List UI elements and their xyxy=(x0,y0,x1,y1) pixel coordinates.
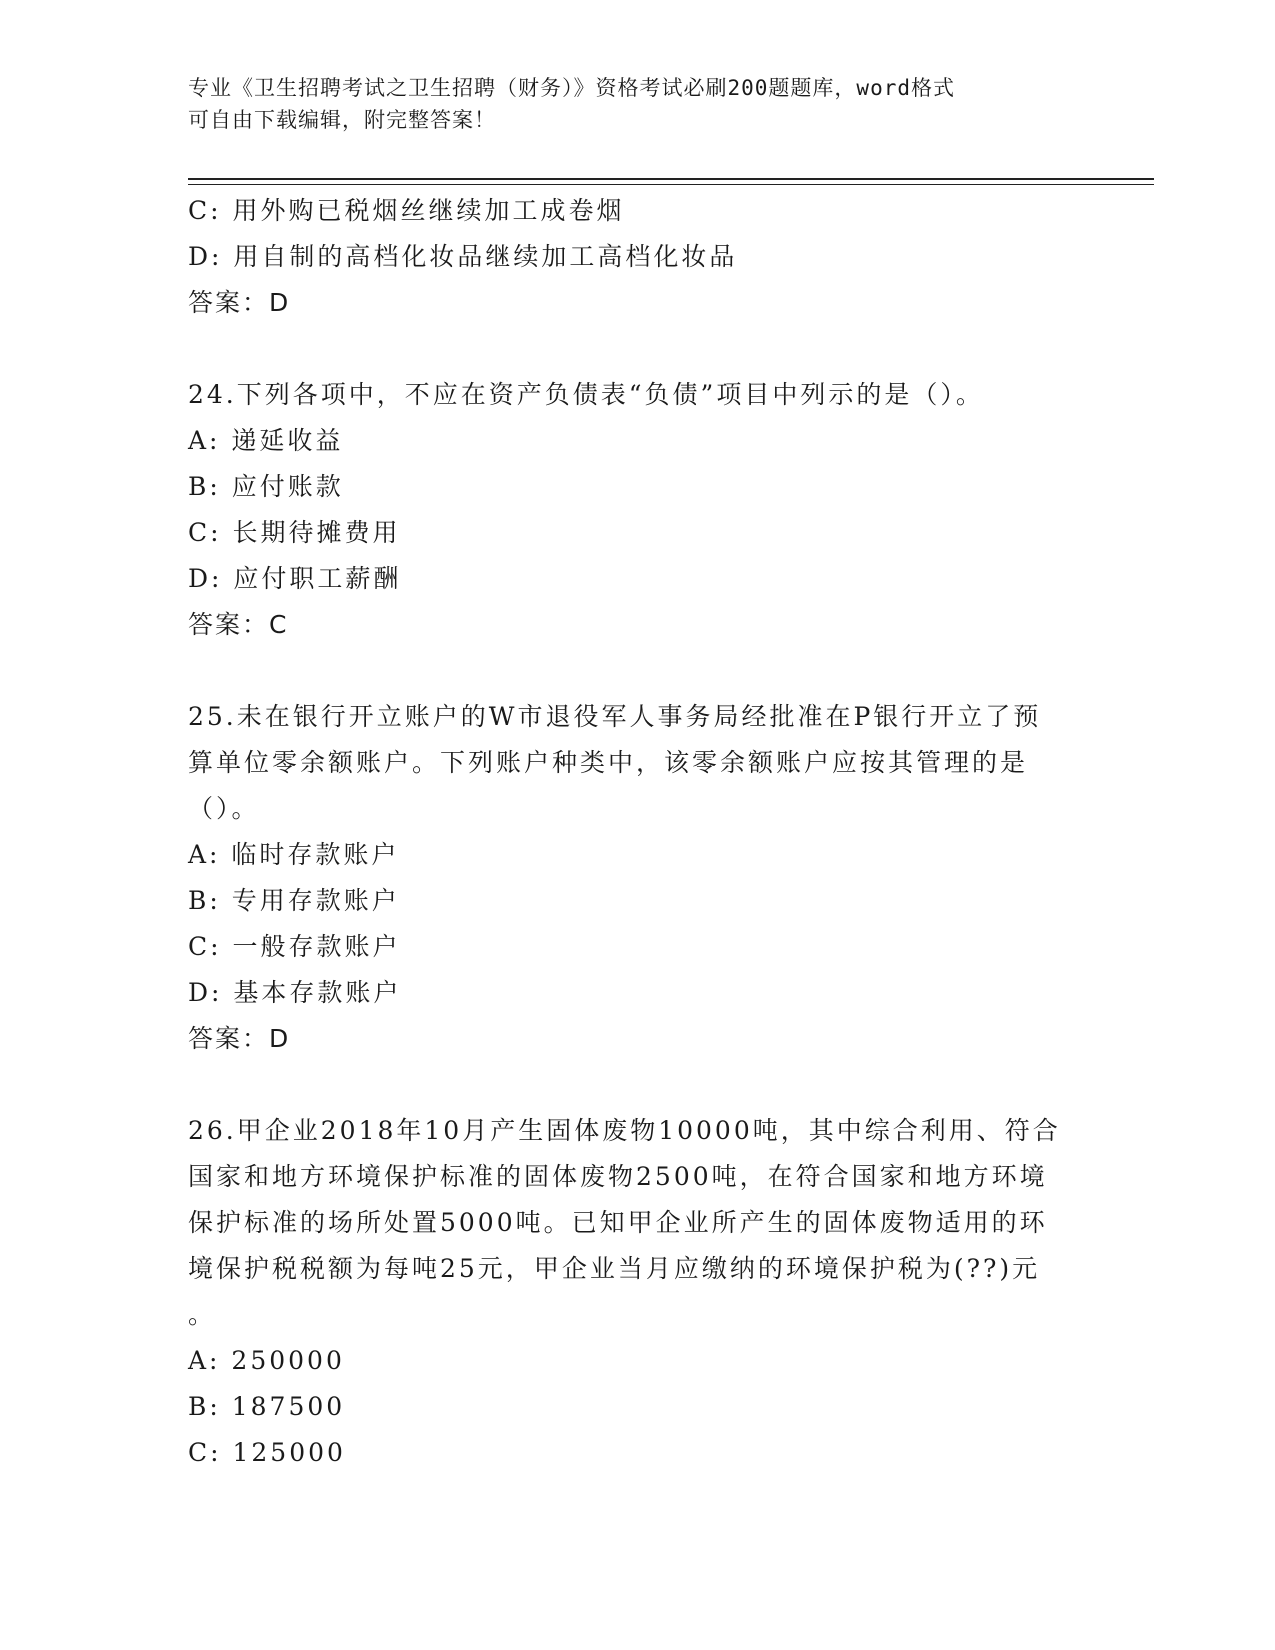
q26-option-a: A: 250000 xyxy=(188,1346,345,1375)
question-23 xyxy=(188,188,1088,326)
q26-stem-line-5: 。 xyxy=(188,1300,217,1329)
header-line-1: 专业《卫生招聘考试之卫生招聘（财务）》资格考试必刷200题题库，word格式 xyxy=(188,76,955,100)
q26-stem-line-4: 境保护税税额为每吨25元，甲企业当月应缴纳的环境保护税为(??)元 xyxy=(188,1254,1041,1283)
header-divider-thick xyxy=(188,178,1154,180)
q23-option-c: C: 用外购已税烟丝继续加工成卷烟 xyxy=(188,196,625,225)
q25-stem-line-2: 算单位零余额账户。下列账户种类中，该零余额账户应按其管理的是 xyxy=(188,748,1029,777)
q25-answer: 答案：D xyxy=(188,1024,291,1053)
question-26 xyxy=(188,1108,1088,1476)
q23-answer: 答案：D xyxy=(188,288,291,317)
q25-option-b: B: 专用存款账户 xyxy=(188,886,400,915)
question-24 xyxy=(188,372,1088,648)
q24-answer: 答案：C xyxy=(188,610,289,639)
q25-stem-line-3: （）。 xyxy=(188,794,260,823)
q26-stem-line-1: 26.甲企业2018年10月产生固体废物10000吨，其中综合利用、符合 xyxy=(188,1116,1061,1145)
q24-option-b: B: 应付账款 xyxy=(188,472,344,501)
q24-stem: 24.下列各项中，不应在资产负债表“负债”项目中列示的是（）。 xyxy=(188,380,984,409)
spacer xyxy=(188,648,1088,694)
q26-option-b: B: 187500 xyxy=(188,1392,346,1421)
q24-option-d: D: 应付职工薪酬 xyxy=(188,564,402,593)
q25-option-a: A: 临时存款账户 xyxy=(188,840,400,869)
document-header xyxy=(188,72,1068,136)
header-line-2: 可自由下载编辑，附完整答案！ xyxy=(188,108,496,132)
question-content xyxy=(188,188,1088,1476)
q24-option-a: A: 递延收益 xyxy=(188,426,344,455)
spacer xyxy=(188,1062,1088,1108)
spacer xyxy=(188,326,1088,372)
q25-option-d: D: 基本存款账户 xyxy=(188,978,402,1007)
q26-option-c: C: 125000 xyxy=(188,1438,346,1467)
q23-option-d: D: 用自制的高档化妆品继续加工高档化妆品 xyxy=(188,242,738,271)
q26-stem-line-2: 国家和地方环境保护标准的固体废物2500吨，在符合国家和地方环境 xyxy=(188,1162,1048,1191)
q25-option-c: C: 一般存款账户 xyxy=(188,932,401,961)
question-25 xyxy=(188,694,1088,1062)
q25-stem-line-1: 25.未在银行开立账户的W市退役军人事务局经批准在P银行开立了预 xyxy=(188,702,1042,731)
header-divider-thin xyxy=(188,184,1154,185)
q24-option-c: C: 长期待摊费用 xyxy=(188,518,401,547)
q26-stem-line-3: 保护标准的场所处置5000吨。已知甲企业所产生的固体废物适用的环 xyxy=(188,1208,1048,1237)
